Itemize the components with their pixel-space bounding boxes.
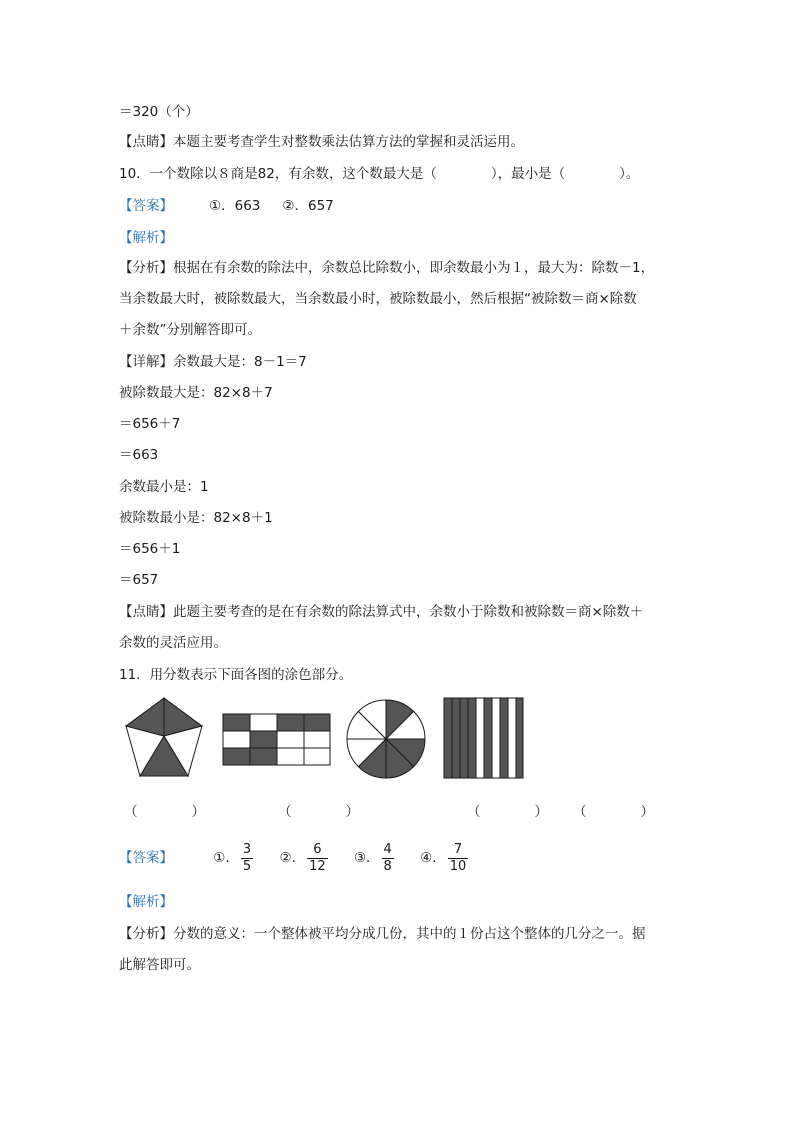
q11-answer-4: ④． $\frac{7}{10}$: [420, 841, 467, 874]
dianjing-line-q9: [119, 132, 524, 152]
q10-detail-line-5: 余数最小是：1: [119, 479, 209, 495]
q10-dianjing-line-2: 余数的灵活应用。: [119, 635, 227, 651]
blank-1: （ ）: [124, 804, 205, 820]
q10-dianjing-line-1: [119, 602, 643, 622]
q10-answer-2: ②．657: [282, 198, 334, 214]
q10-answer-1: ①．663: [209, 198, 261, 214]
q10-detail-line-7: ＝656＋1: [119, 541, 181, 557]
detail-text-1: 余数最大是：8－1＝7: [173, 354, 307, 370]
q11-answer-1: ①． $\frac{3}{5}$: [213, 841, 252, 874]
dianjing-text: 本题主要考查学生对整数乘法估算方法的掌握和灵活运用。: [173, 134, 524, 150]
q11-fenxi-line-2: 此解答即可。: [119, 957, 200, 973]
q10-detail-line-8: ＝657: [119, 572, 159, 588]
q10-detail-line-6: 被除数最小是：82×8＋1: [119, 510, 273, 526]
blank-4: （ ）: [573, 804, 654, 820]
detail-tag: 【详解】: [119, 354, 173, 370]
pentagon-figure: [126, 698, 202, 776]
answer-tag: 【答案】: [119, 198, 173, 214]
q10-detail-line-1: [119, 352, 307, 372]
q10-detail-line-4: ＝663: [119, 447, 159, 463]
q10-answer-line: [119, 196, 356, 216]
fraction: $\frac{3}{5}$: [242, 841, 252, 874]
dianjing-tag: 【点睛】: [119, 604, 173, 620]
calc-result-line: ＝320（个）: [119, 104, 199, 120]
q11-answer-3: ③． $\frac{4}{8}$: [353, 841, 392, 874]
fenxi-text-1: 根据在有余数的除法中，余数总比除数小，即余数最小为１，最大为：除数－1，: [173, 260, 655, 276]
answer-tag: 【答案】: [119, 850, 173, 866]
dianjing-tag: 【点睛】: [119, 134, 173, 150]
question-11: 11．用分数表示下面各图的涂色部分。: [119, 667, 353, 683]
circle-figure: [347, 700, 425, 778]
fraction: $\frac{6}{12}$: [309, 841, 326, 874]
fenxi-tag: 【分析】: [119, 926, 173, 942]
q11-figures: [124, 696, 544, 782]
fraction: $\frac{7}{10}$: [449, 841, 467, 874]
fraction: $\frac{4}{8}$: [383, 841, 392, 874]
blank-2: （ ）: [278, 804, 359, 820]
fenxi-tag: 【分析】: [119, 260, 173, 276]
q10-fenxi-line-3: ＋余数”分别解答即可。: [119, 322, 261, 338]
q10-detail-line-2: 被除数最大是：82×8＋7: [119, 385, 273, 401]
q10-analysis-tag: 【解析】: [119, 230, 173, 246]
dianjing-text-1: 此题主要考查的是在有余数的除法算式中，余数小于除数和被除数＝商×除数＋: [173, 604, 644, 620]
q11-answer-line: [119, 838, 490, 878]
q10-fenxi-line-1: [119, 258, 654, 278]
fenxi-text-1: 分数的意义：一个整体被平均分成几份，其中的１份占这个整体的几分之一。据: [173, 926, 646, 942]
q10-fenxi-line-2: 当余数最大时，被除数最大，当余数最小时，被除数最小，然后根据“被除数＝商×除数: [119, 291, 637, 307]
q11-fenxi-line-1: [119, 924, 646, 944]
q10-detail-line-3: ＝656＋7: [119, 416, 181, 432]
q11-answer-2: ②． $\frac{6}{12}$: [279, 841, 326, 874]
strips-figure: [444, 698, 523, 778]
q11-analysis-tag: 【解析】: [119, 894, 173, 910]
grid-figure: [223, 714, 330, 765]
question-10: 10．一个数除以８商是82，有余数，这个数最大是（ ），最小是（ ）。: [119, 166, 640, 182]
blank-3: （ ）: [467, 804, 548, 820]
